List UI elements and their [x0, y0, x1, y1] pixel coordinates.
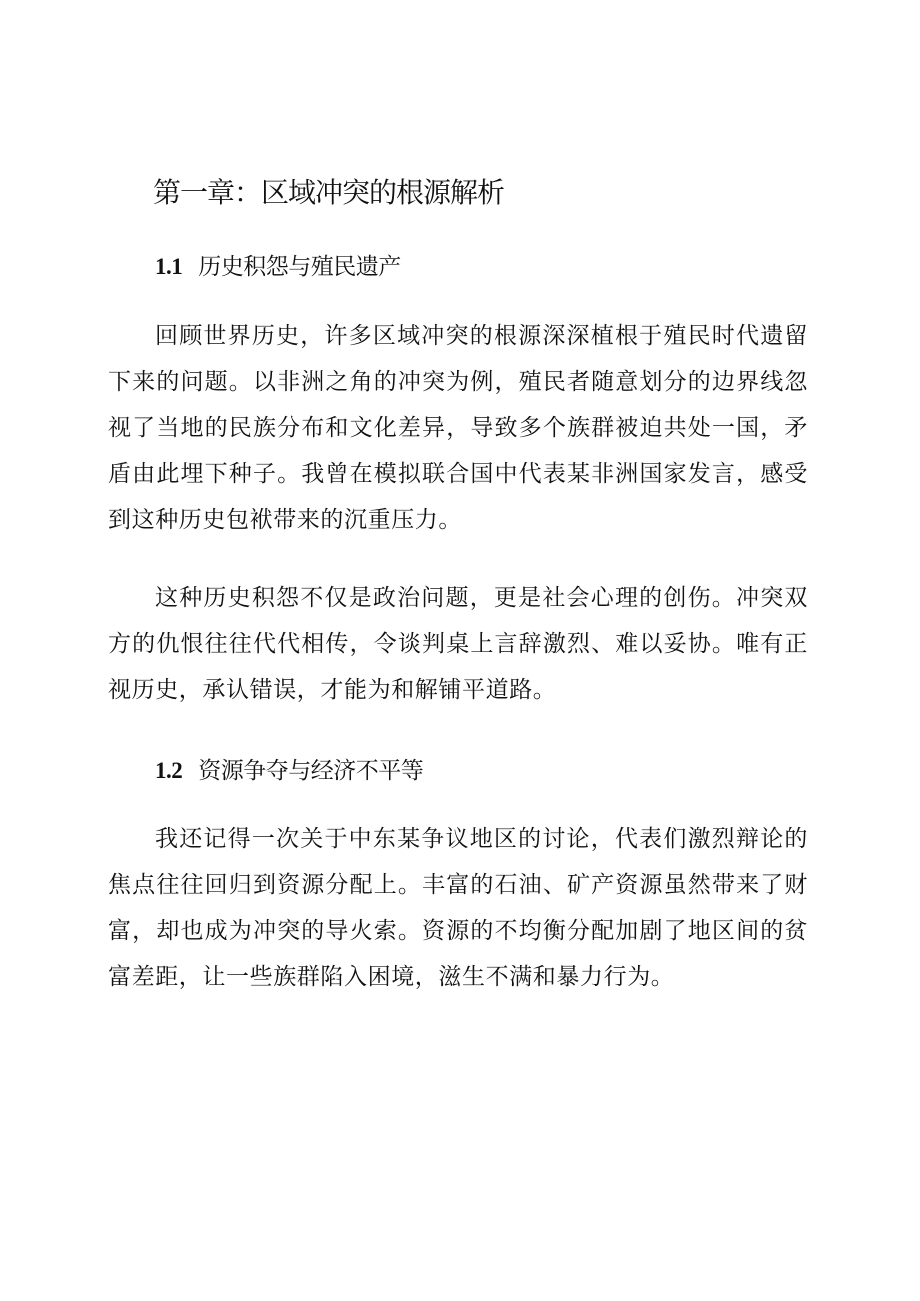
section-heading-1-2 [155, 751, 423, 791]
chapter-title: 第一章：区域冲突的根源解析 [153, 176, 505, 209]
section-title: 历史积怨与殖民遗产 [198, 254, 401, 280]
section-number: 1.1 [155, 254, 183, 279]
section-title: 资源争夺与经济不平等 [198, 758, 424, 784]
section-number: 1.2 [155, 758, 183, 783]
paragraph: 这种历史积怨不仅是政治问题，更是社会心理的创伤。冲突双方的仇恨往往代代相传，令谈判桌上言辞激烈、难以妥协。唯有正视历史，承认错误，才能为和解铺平道路。 [108, 585, 808, 703]
paragraph: 回顾世界历史，许多区域冲突的根源深深植根于殖民时代遗留下来的问题。以非洲之角的冲突为例，殖民者随意划分的边界线忽视了当地的民族分布和文化差异，导致多个族群被迫共处一国，矛盾由此埋下种子。我曾在模拟联合国中代表某非洲国家发言，感受到这种历史包袱带来的沉重压力。 [108, 323, 808, 533]
section-heading-1-1 [155, 247, 401, 287]
paragraph: 我还记得一次关于中东某争议地区的讨论，代表们激烈辩论的焦点往往回归到资源分配上。丰富的石油、矿产资源虽然带来了财富，却也成为冲突的导火索。资源的不均衡分配加剧了地区间的贫富差距，让一些族群陷入困境，滋生不满和暴力行为。 [108, 826, 808, 990]
